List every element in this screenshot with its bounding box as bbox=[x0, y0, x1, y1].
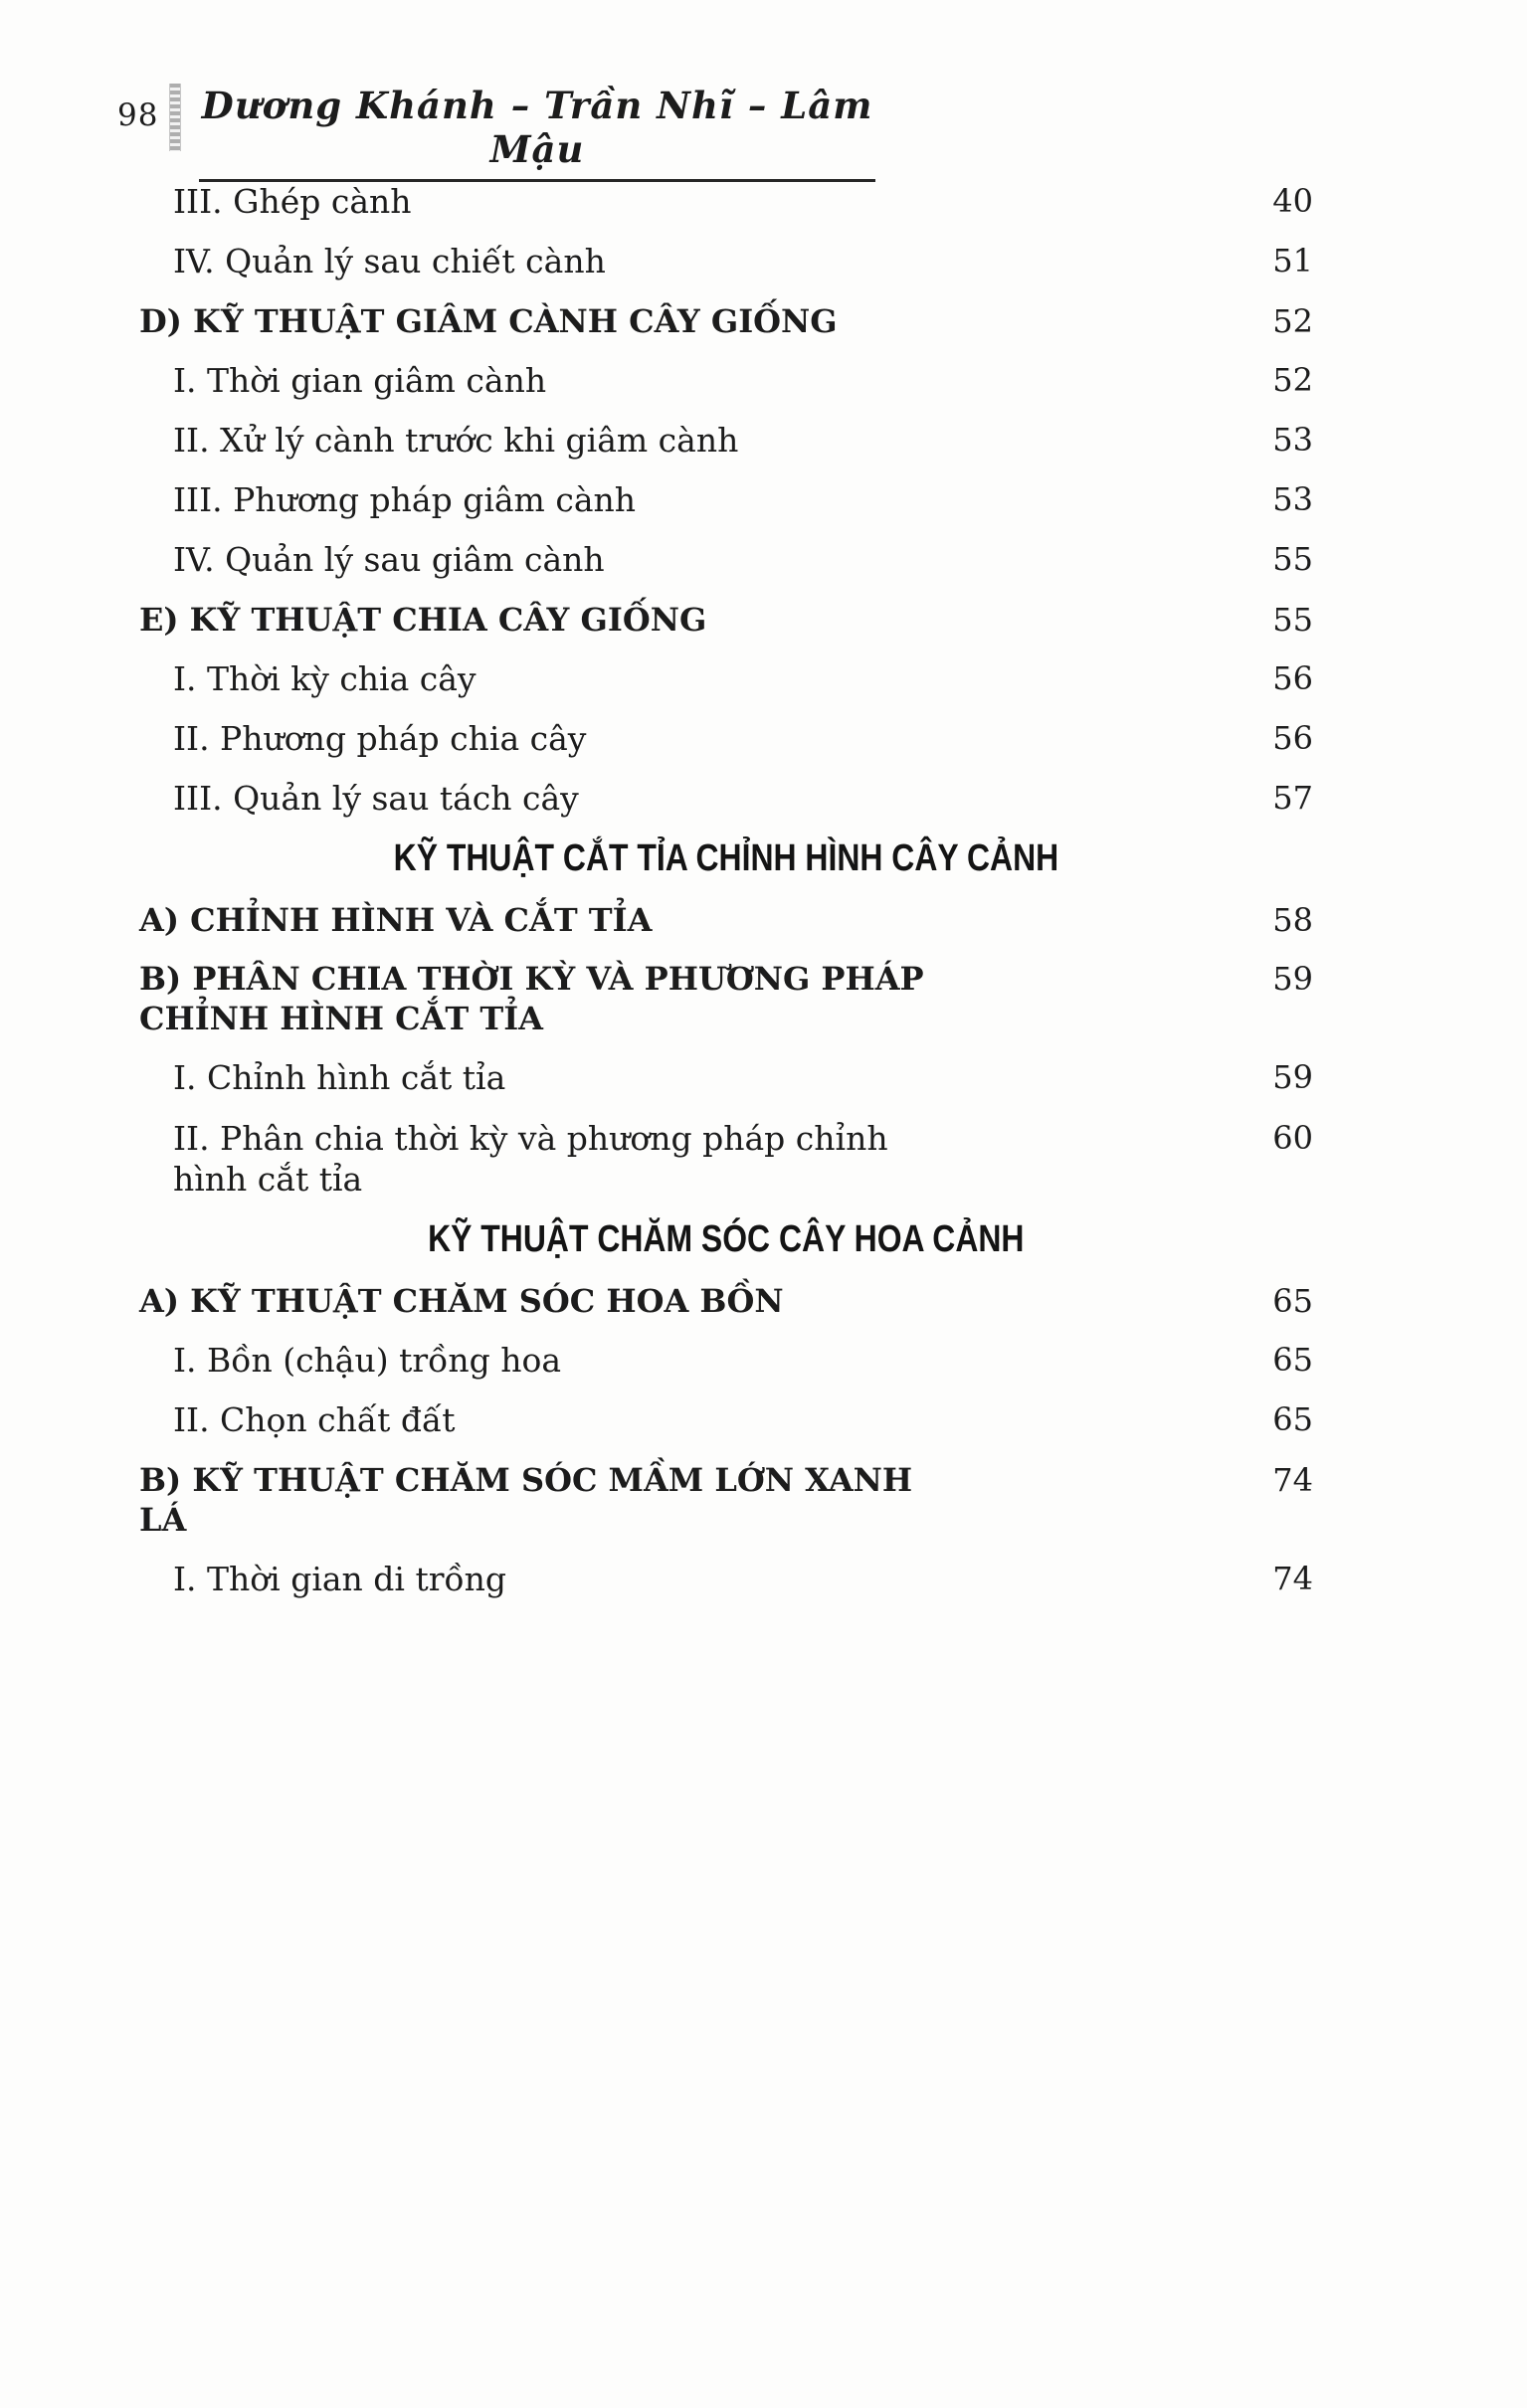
toc-entry-label: III. Quản lý sau tách cây bbox=[173, 779, 579, 818]
toc-entry-page: 55 bbox=[1272, 540, 1313, 579]
toc-entry bbox=[139, 959, 1313, 1038]
toc-entry bbox=[139, 420, 1313, 461]
toc-entry-label: E) KỸ THUẬT CHIA CÂY GIỐNG bbox=[139, 600, 707, 639]
page-header bbox=[0, 84, 1527, 171]
toc-entry-label: B) PHÂN CHIA THỜI KỲ VÀ PHƯƠNG PHÁP CHỈNH HÌNH CẮT TỈA bbox=[139, 960, 924, 1038]
toc-entry bbox=[139, 1460, 1313, 1540]
chapter-heading bbox=[139, 837, 1313, 880]
toc-entry bbox=[139, 1057, 1313, 1098]
toc-entry bbox=[139, 658, 1313, 699]
toc-entry-page: 58 bbox=[1272, 901, 1313, 940]
toc-entry-label: II. Phân chia thời kỳ và phương pháp chỉnh hình cắt tỉa bbox=[173, 1118, 888, 1199]
toc-entry-label: A) KỸ THUẬT CHĂM SÓC HOA BỒN bbox=[139, 1282, 784, 1320]
toc-entry-page: 56 bbox=[1272, 658, 1313, 697]
toc-entry-label: I. Thời gian di trồng bbox=[173, 1559, 507, 1598]
toc-entry-page: 65 bbox=[1272, 1400, 1313, 1439]
toc-entry-page: 59 bbox=[1272, 960, 1313, 999]
toc-entry bbox=[139, 360, 1313, 401]
toc-entry-page: 74 bbox=[1272, 1460, 1313, 1499]
chapter-heading-text: KỸ THUẬT CẮT TỈA CHỈNH HÌNH CÂY CẢNH bbox=[393, 837, 1059, 880]
toc-entry-label: I. Thời gian giâm cành bbox=[173, 360, 547, 400]
toc-entry bbox=[139, 1399, 1313, 1440]
chapter-heading bbox=[139, 1218, 1313, 1261]
toc-entry-label: II. Chọn chất đất bbox=[173, 1400, 456, 1440]
page-number: 98 bbox=[117, 97, 159, 133]
toc-entry-label: I. Thời kỳ chia cây bbox=[173, 658, 477, 698]
toc-entry-label: III. Phương pháp giâm cành bbox=[173, 480, 636, 519]
header-title-block bbox=[199, 84, 875, 182]
toc-entry-page: 40 bbox=[1272, 182, 1313, 220]
toc-entry-page: 53 bbox=[1272, 480, 1313, 518]
toc-entry-page: 52 bbox=[1272, 360, 1313, 399]
toc-entry bbox=[139, 1281, 1313, 1321]
toc-entry-page: 60 bbox=[1272, 1118, 1313, 1157]
table-of-contents bbox=[139, 181, 1313, 1618]
toc-entry-page: 56 bbox=[1272, 718, 1313, 757]
toc-entry bbox=[139, 1340, 1313, 1381]
toc-entry bbox=[139, 1118, 1313, 1201]
toc-entry bbox=[139, 479, 1313, 520]
toc-entry bbox=[139, 718, 1313, 759]
toc-entry bbox=[139, 900, 1313, 940]
toc-entry bbox=[139, 600, 1313, 640]
toc-entry-label: IV. Quản lý sau giâm cành bbox=[173, 540, 605, 580]
toc-entry-label: A) CHỈNH HÌNH VÀ CẮT TỈA bbox=[139, 901, 653, 940]
toc-entry bbox=[139, 181, 1313, 222]
toc-entry-label: I. Chỉnh hình cắt tỉa bbox=[173, 1058, 506, 1098]
toc-entry bbox=[139, 778, 1313, 819]
toc-entry-page: 59 bbox=[1272, 1058, 1313, 1097]
toc-entry-page: 51 bbox=[1272, 242, 1313, 280]
toc-entry-page: 65 bbox=[1272, 1282, 1313, 1320]
toc-entry-label: IV. Quản lý sau chiết cành bbox=[173, 242, 606, 281]
toc-entry-page: 53 bbox=[1272, 420, 1313, 459]
chapter-heading-text: KỸ THUẬT CHĂM SÓC CÂY HOA CẢNH bbox=[428, 1218, 1025, 1260]
toc-entry-page: 57 bbox=[1272, 779, 1313, 817]
toc-entry-label: B) KỸ THUẬT CHĂM SÓC MẦM LỚN XANH LÁ bbox=[139, 1460, 913, 1539]
header-divider-bar bbox=[169, 84, 181, 151]
toc-entry-page: 74 bbox=[1272, 1559, 1313, 1597]
toc-entry bbox=[139, 301, 1313, 341]
toc-entry bbox=[139, 241, 1313, 281]
toc-entry-label: II. Xử lý cành trước khi giâm cành bbox=[173, 420, 739, 460]
toc-entry-label: II. Phương pháp chia cây bbox=[173, 718, 587, 758]
toc-entry bbox=[139, 1559, 1313, 1599]
toc-entry-label: D) KỸ THUẬT GIÂM CÀNH CÂY GIỐNG bbox=[139, 301, 838, 340]
running-title: Dương Khánh – Trần Nhĩ – Lâm Mậu bbox=[199, 84, 875, 182]
toc-entry-label: I. Bồn (chậu) trồng hoa bbox=[173, 1341, 561, 1380]
toc-entry-page: 65 bbox=[1272, 1341, 1313, 1379]
toc-entry bbox=[139, 539, 1313, 580]
toc-entry-page: 52 bbox=[1272, 301, 1313, 340]
toc-entry-page: 55 bbox=[1272, 600, 1313, 639]
toc-entry-label: III. Ghép cành bbox=[173, 182, 412, 221]
